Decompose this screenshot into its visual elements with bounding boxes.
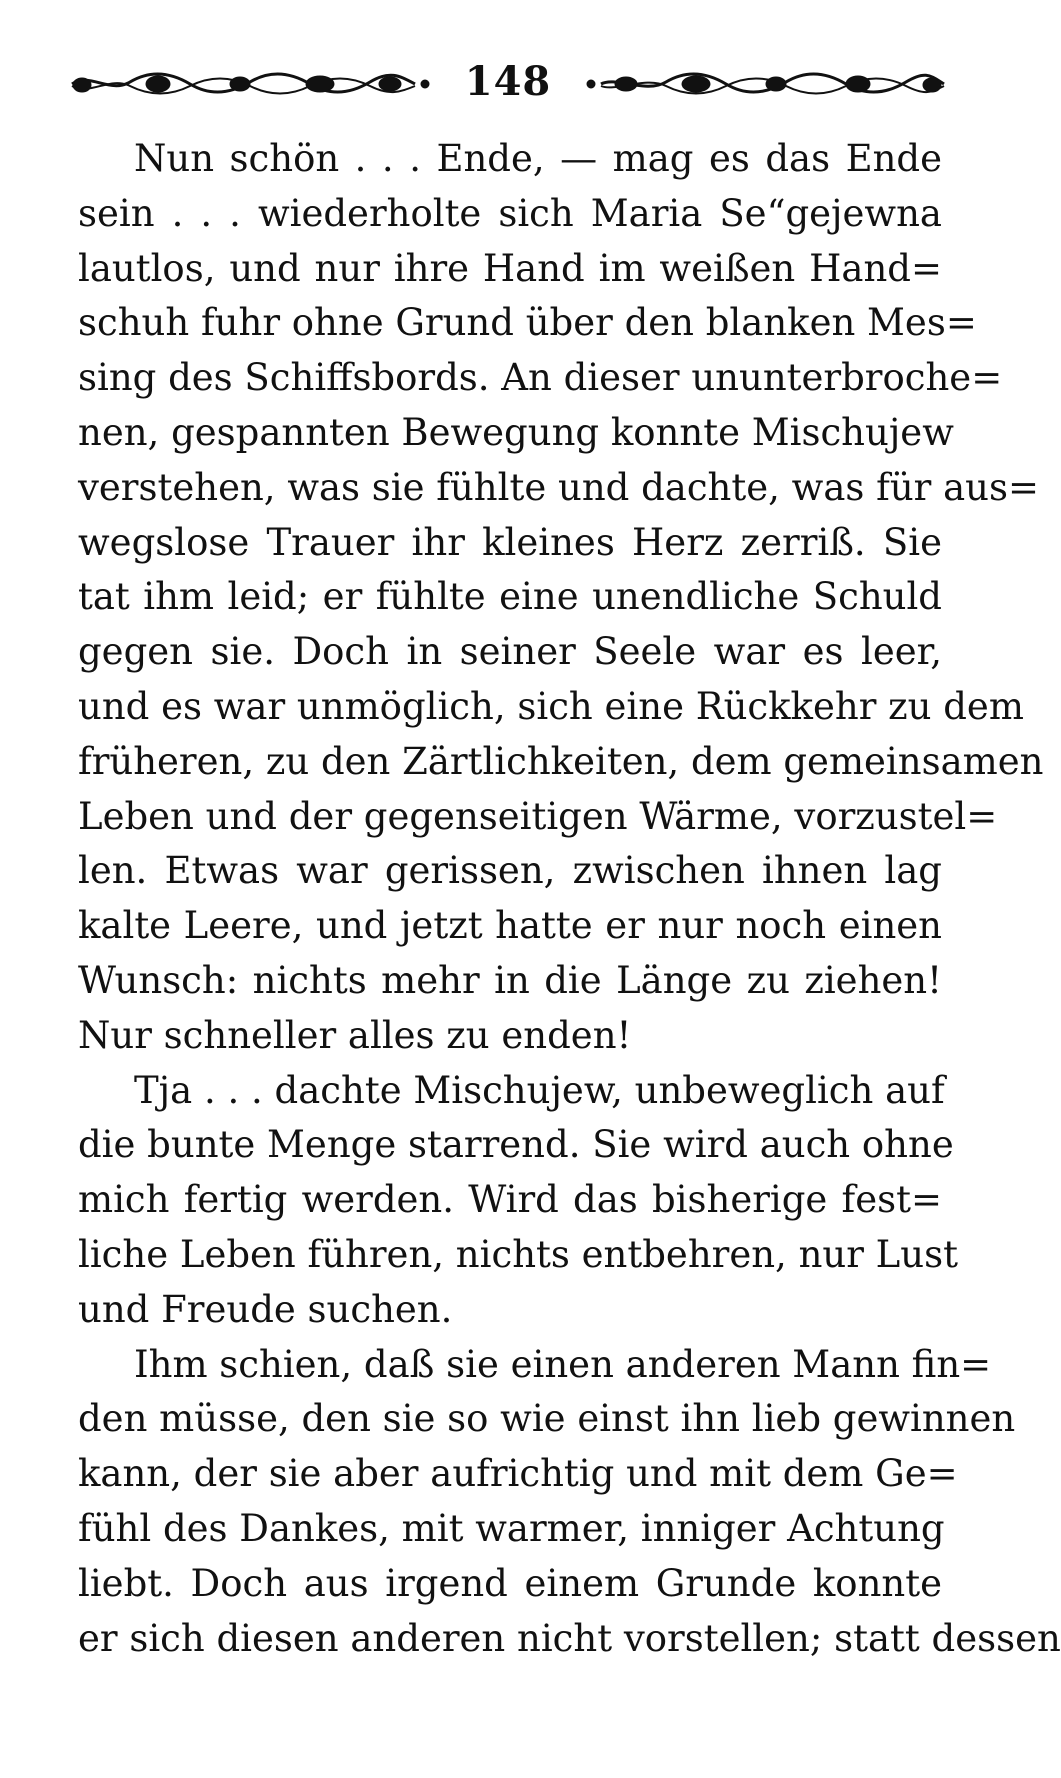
text-line: Ihm schien, daß sie einen anderen Mann fin= <box>134 1342 992 1386</box>
text-line: Nun schön . . . Ende, — mag es das Ende <box>134 137 942 180</box>
text-line: schuh fuhr ohne Grund über den blanken Mes= <box>78 301 977 345</box>
text-line: nen, gespannten Bewegung konnte Mischujew <box>78 410 954 454</box>
text-line: mich fertig werden. Wird das bisherige fest= <box>78 1178 942 1222</box>
text-line: sein . . . wiederholte sich Maria Se“gejewna <box>78 191 942 235</box>
text-line: wegslose Trauer ihr kleines Herz zerriß. Sie <box>78 520 942 564</box>
text-line: und Freude suchen. <box>78 1287 453 1331</box>
text-line: fühl des Dankes, mit warmer, inniger Achtung <box>78 1506 945 1550</box>
text-line: kalte Leere, und jetzt hatte er nur noch einen <box>78 904 942 948</box>
text-line: verstehen, was sie fühlte und dachte, was für aus= <box>78 465 1040 509</box>
paragraph <box>78 1338 1061 1667</box>
text-line: er sich diesen anderen nicht vorstellen; statt dessen <box>78 1616 1061 1660</box>
text-line: sing des Schiffsbords. An dieser ununterbroche= <box>78 356 1003 400</box>
text-line: früheren, zu den Zärtlichkeiten, dem gemeinsamen <box>78 739 1044 783</box>
body-text <box>78 132 1061 1666</box>
text-line: liebt. Doch aus irgend einem Grunde konnte <box>78 1561 942 1605</box>
text-line: die bunte Menge starrend. Sie wird auch ohne <box>78 1123 954 1167</box>
text-line: lautlos, und nur ihre Hand im weißen Hand= <box>78 246 942 290</box>
ornament-right-icon <box>586 62 946 102</box>
text-line: und es war unmöglich, sich eine Rückkehr zu dem <box>78 684 1024 728</box>
text-line: Tja . . . dachte Mischujew, unbeweglich auf <box>134 1068 945 1112</box>
page-number: 148 <box>464 58 552 105</box>
text-line: liche Leben führen, nichts entbehren, nur Lust <box>78 1232 958 1276</box>
text-line: len. Etwas war gerissen, zwischen ihnen lag <box>78 849 942 893</box>
text-line: gegen sie. Doch in seiner Seele war es leer, <box>78 630 942 674</box>
paragraph <box>78 132 1044 1064</box>
text-line: Wunsch: nichts mehr in die Länge zu ziehen! <box>78 958 942 1002</box>
text-line: Leben und der gegenseitigen Wärme, vorzustel= <box>78 794 998 838</box>
text-line: Nur schneller alles zu enden! <box>78 1013 632 1057</box>
text-line: den müsse, den sie so wie einst ihn lieb gewinnen <box>78 1397 1016 1441</box>
page-header <box>70 52 946 112</box>
paragraph <box>78 1064 958 1338</box>
text-line: kann, der sie aber aufrichtig und mit dem Ge= <box>78 1452 958 1496</box>
text-line: tat ihm leid; er fühlte eine unendliche Schuld <box>78 575 942 619</box>
